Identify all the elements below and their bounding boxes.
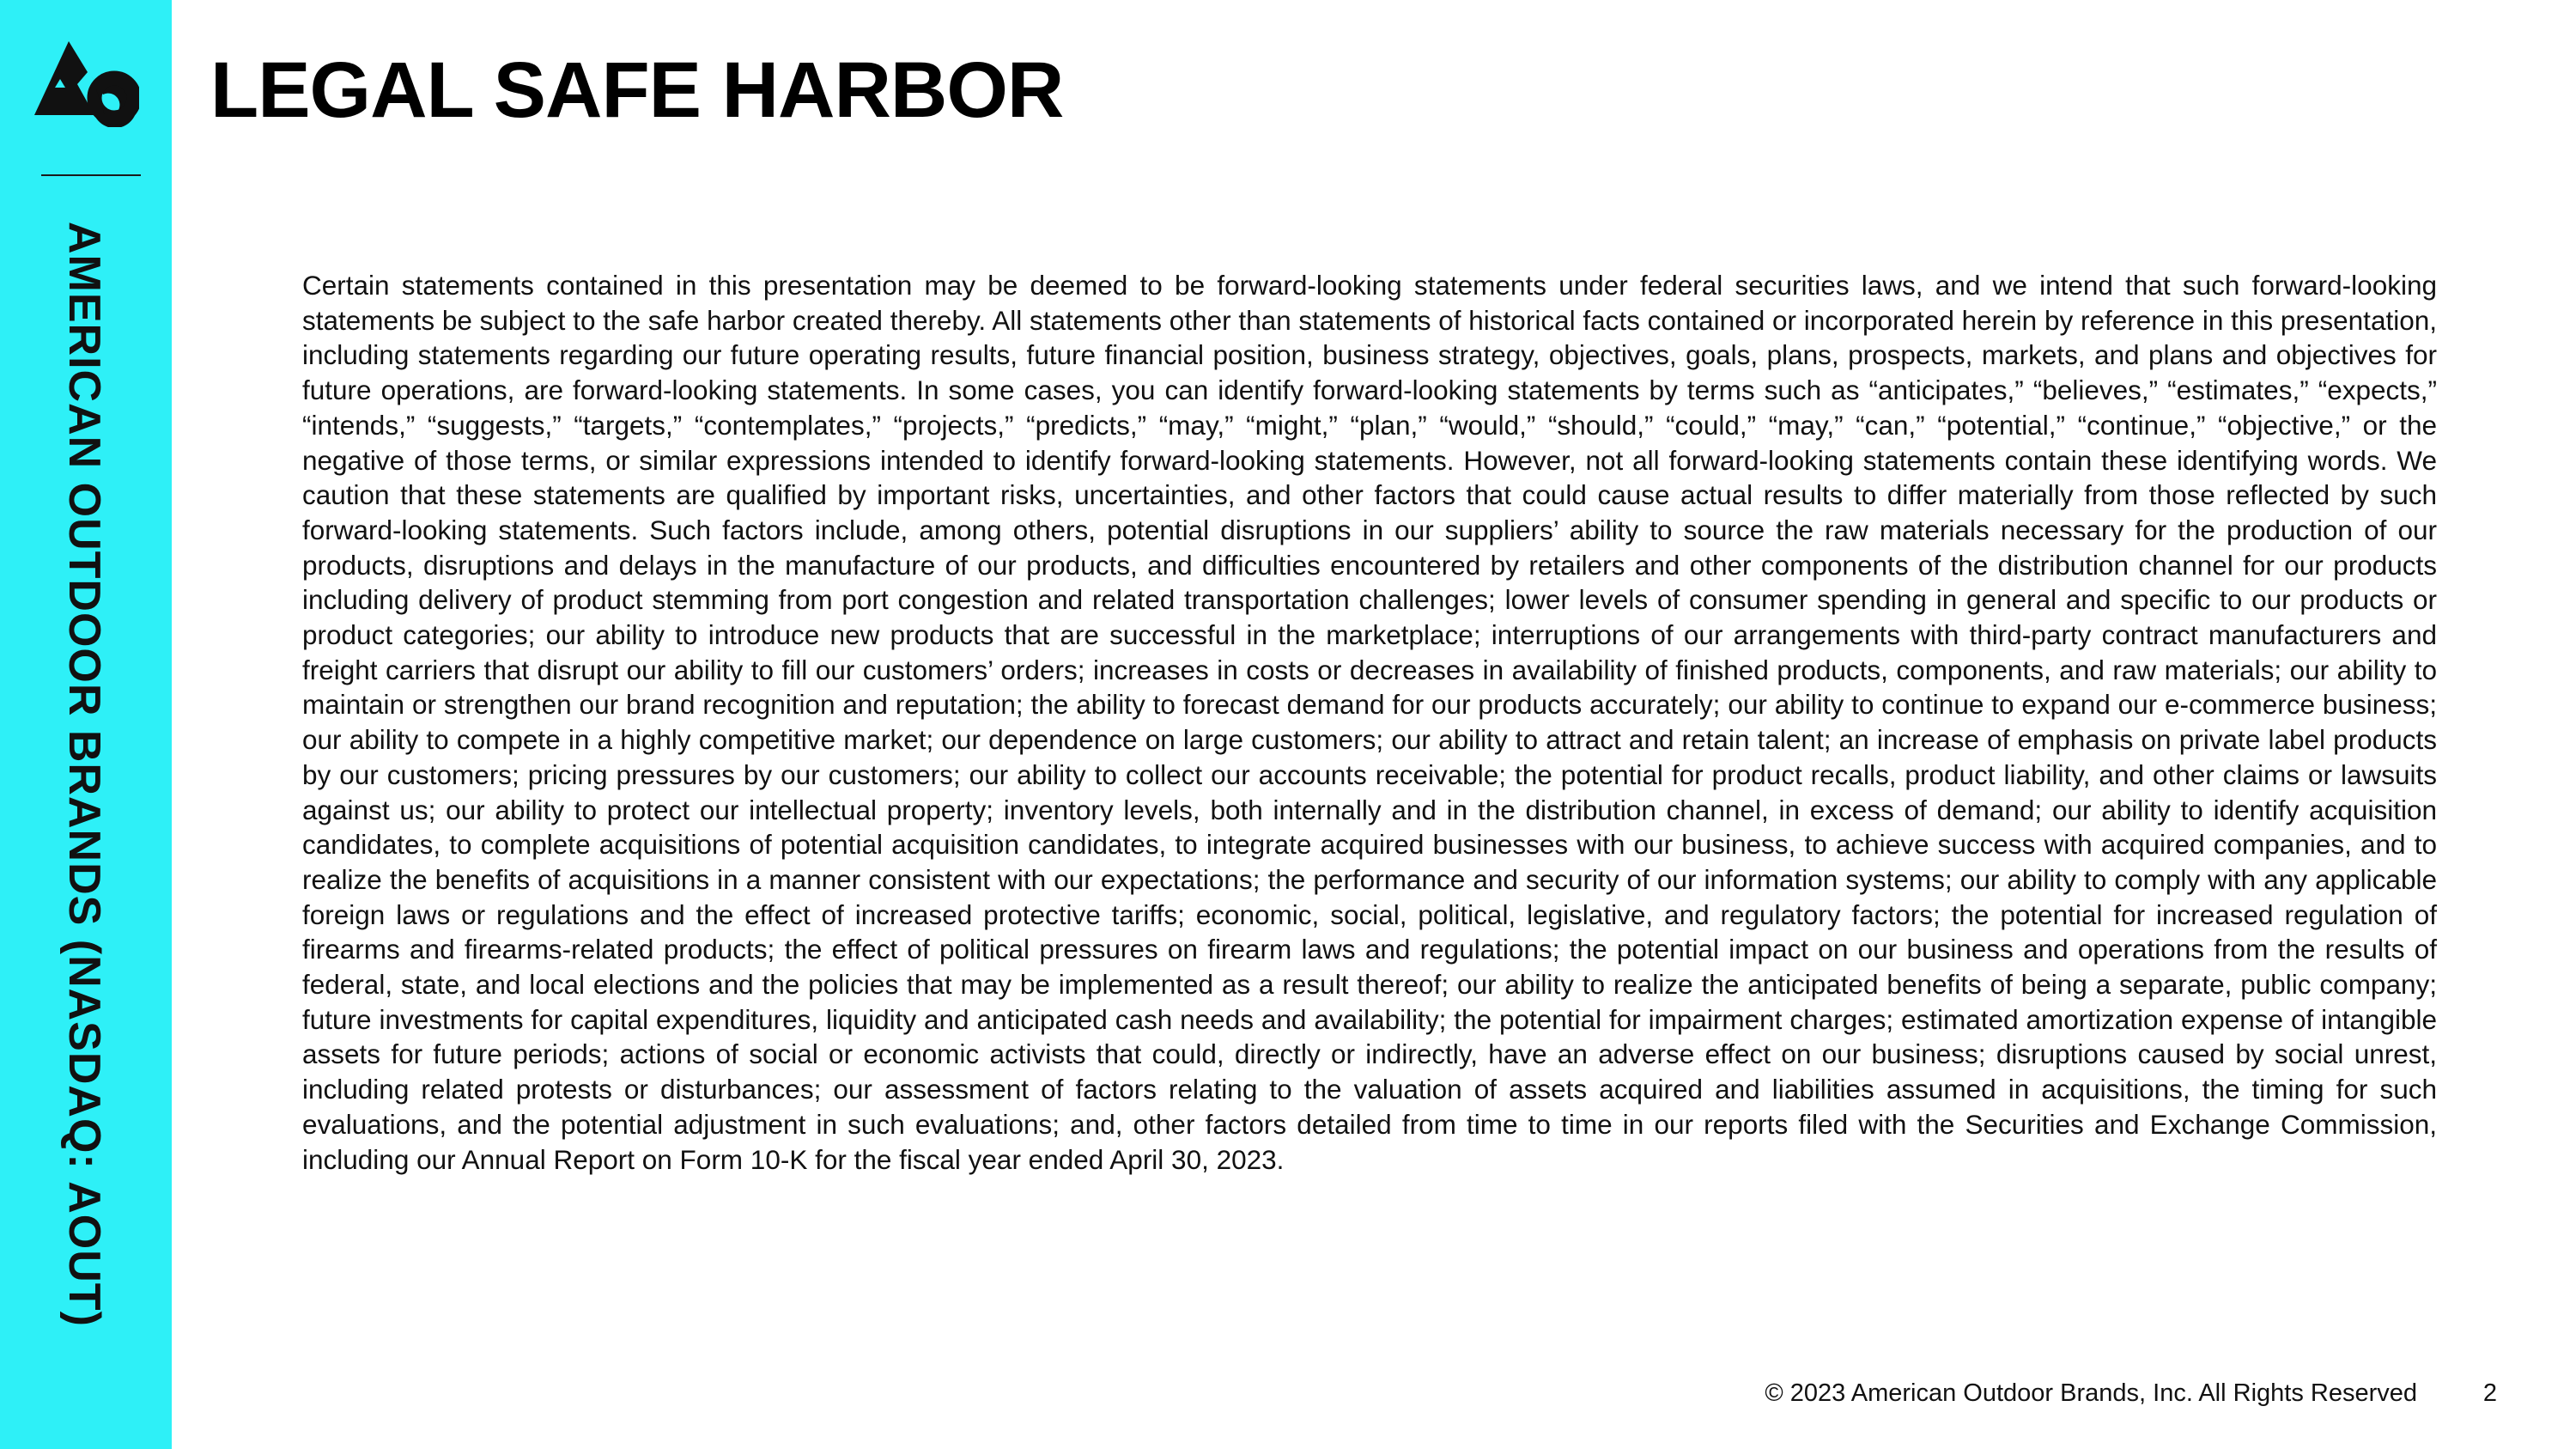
- page-title: LEGAL SAFE HARBOR: [210, 46, 1064, 134]
- sidebar-divider: [41, 174, 141, 176]
- safe-harbor-disclaimer-text: Certain statements contained in this presentation may be deemed to be forward-looking statements under federal securities laws, and we intend that such forward-looking statements be subject to the safe harbor created thereby. All statements other than statements of historical facts contained or incorporated herein by reference in this presentation, including statements regarding our future operating results, future financial position, business strategy, objectives, goals, plans, prospects, markets, and plans and objectives for future operations, are forward-looking statements. In some cases, you can identify forward-looking statements by terms such as “anticipates,” “believes,” “estimates,” “expects,” “intends,” “suggests,” “targets,” “contemplates,” “projects,” “predicts,” “may,” “might,” “plan,” “would,” “should,” “could,” “may,” “can,” “potential,” “continue,” “objective,” or the negative of those terms, or similar expressions intended to identify forward-looking statements. However, not all forward-looking statements contain these identifying words. We caution that these statements are qualified by important risks, uncertainties, and other factors that could cause actual results to differ materially from those reflected by such forward-looking statements. Such factors include, among others, potential disruptions in our suppliers’ ability to source the raw materials necessary for the production of our products, disruptions and delays in the manufacture of our products, and difficulties encountered by retailers and other components of the distribution channel for our products including delivery of product stemming from port congestion and related transportation challenges; lower levels of consumer spending in general and specific to our products or product categories; our ability to introduce new products that are successful in the marketplace; interruptions of our arrangements with third-party contract manufacturers and freight carriers that disrupt our ability to fill our customers’ orders; increases in costs or decreases in availability of finished products, components, and raw materials; our ability to maintain or strengthen our brand recognition and reputation; the ability to forecast demand for our products accurately; our ability to continue to expand our e-commerce business; our ability to compete in a highly competitive market; our dependence on large customers; our ability to attract and retain talent; an increase of emphasis on private label products by our customers; pricing pressures by our customers; our ability to collect our accounts receivable; the potential for product recalls, product liability, and other claims or lawsuits against us; our ability to protect our intellectual property; inventory levels, both internally and in the distribution channel, in excess of demand; our ability to identify acquisition candidates, to complete acquisitions of potential acquisition candidates, to integrate acquired businesses with our business, to achieve success with acquired companies, and to realize the benefits of acquisitions in a manner consistent with our expectations; the performance and security of our information systems; our ability to comply with any applicable foreign laws or regulations and the effect of increased protective tariffs; economic, social, political, legislative, and regulatory factors; the potential for increased regulation of firearms and firearms-related products; the effect of political pressures on firearm laws and regulations; the potential impact on our business and operations from the results of federal, state, and local elections and the policies that may be implemented as a result thereof; our ability to realize the anticipated benefits of being a separate, public company; future investments for capital expenditures, liquidity and anticipated cash needs and availability; the potential for impairment charges; estimated amortization expense of intangible assets for future periods; actions of social or economic activists that could, directly or indirectly, have an adverse effect on our business; disruptions caused by social unrest, including related protests or disturbances; our assessment of factors relating to the valuation of assets acquired and liabilities assumed in acquisitions, the timing for such evaluations, and the potential adjustment in such evaluations; and, other factors detailed from time to time in our reports filed with the Securities and Exchange Commission, including our Annual Report on Form 10-K for the fiscal year ended April 30, 2023.: [302, 270, 2437, 1175]
- sidebar-band: [0, 0, 172, 1449]
- footer-copyright: © 2023 American Outdoor Brands, Inc. All Rights Reserved: [1765, 1379, 2417, 1407]
- aob-mountain-logo-icon: [34, 41, 139, 127]
- company-name-ticker: AMERICAN OUTDOOR BRANDS (NASDAQ: AOUT): [59, 222, 109, 1327]
- page-number: 2: [2482, 1379, 2498, 1407]
